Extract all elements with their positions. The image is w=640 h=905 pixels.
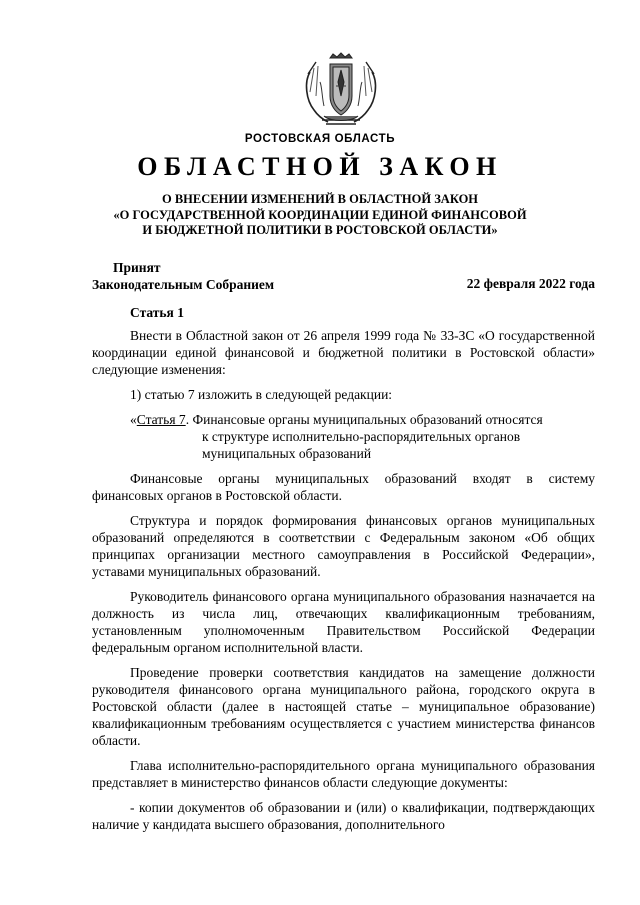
amendment-item: 1) статью 7 изложить в следующей редакции:: [130, 387, 393, 402]
subtitle-line: О ВНЕСЕНИИ ИЗМЕНЕНИЙ В ОБЛАСТНОЙ ЗАКОН: [161, 192, 479, 206]
adopted-label: Принят: [113, 260, 161, 275]
open-quote: «: [130, 412, 137, 427]
article-body: [92, 327, 595, 833]
paragraph: Проведение проверки соответствия кандидатов на замещение должности руководителя финансового органа муниципального района, городского округа в Ростовской области (далее в настоящей статье – муниципальное образование) квалификационным требованиям осуществляется с участием министерства финансов области.: [92, 665, 595, 748]
document-subtitle: [0, 192, 640, 239]
paragraph: Руководитель финансового органа муниципального образования назначается на должность из числа лиц, отвечающих квалификационным требованиям, установленным уполномоченным Правительством Российской Федерации федеральным органом исполнительной власти.: [92, 589, 595, 655]
subtitle-line: И БЮДЖЕТНОЙ ПОЛИТИКИ В РОСТОВСКОЙ ОБЛАСТИ»: [142, 223, 498, 237]
region-name: РОСТОВСКАЯ ОБЛАСТЬ: [244, 133, 396, 145]
adoption-date: 22 февраля 2022 года: [466, 276, 595, 291]
adopted-by: Законодательным Собранием: [92, 277, 275, 292]
paragraph: Структура и порядок формирования финансовых органов муниципальных образований определяются в соответствии с Федеральным законом «Об общих принципах организации местного самоуправления в Российской Федерации», уставами муниципальных образований.: [92, 513, 595, 579]
adoption-block: [92, 259, 274, 293]
paragraph: - копии документов об образовании и (или) о квалификации, подтверждающих наличие у кандидата высшего образования, дополнительного: [92, 800, 595, 832]
quoted-article-heading: [92, 411, 595, 462]
paragraph: Глава исполнительно-распорядительного органа муниципального образования представляет в министерство финансов области следующие документы:: [92, 758, 595, 790]
coat-of-arms-icon: [300, 52, 382, 130]
intro-paragraph: Внести в Областной закон от 26 апреля 1999 года № 33-ЗС «О государственной координации единой финансовой и бюджетной политики в Ростовской области» следующие изменения:: [92, 328, 595, 377]
subtitle-line: «О ГОСУДАРСТВЕННОЙ КООРДИНАЦИИ ЕДИНОЙ ФИНАНСОВОЙ: [113, 207, 527, 222]
quote-line: . Финансовые органы муниципальных образований относятся: [185, 412, 543, 427]
document-title: ОБЛАСТНОЙ ЗАКОН: [137, 152, 503, 181]
quote-line: муниципальных образований: [202, 446, 372, 461]
paragraph: Финансовые органы муниципальных образований входят в систему финансовых органов в Ростовской области.: [92, 471, 595, 503]
article-heading: Статья 1: [130, 305, 184, 320]
quote-line: к структуре исполнительно-распорядительных органов: [202, 429, 521, 444]
article-7-link[interactable]: Статья 7: [136, 412, 186, 427]
